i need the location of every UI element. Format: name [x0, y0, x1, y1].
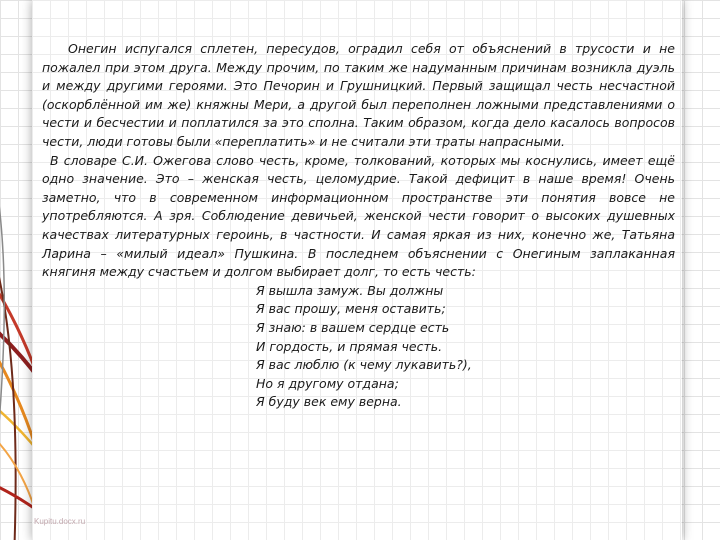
paragraph-ozhegov-dictionary: В словаре С.И. Ожегова слово честь, кроме, толкований, которых мы коснулись, имеет ещё одно значение. Это – женская честь, целомудрие. Такой дефицит в наше время! Очень заметно, что в современном информационном пространстве эти понятия вовсе не употребляются. А зря. Соблюдение девичьей, женской чести говорит о высоких душевных качествах литературных героинь, в частности. И самая яркая из них, конечно же, Татьяна Ларина – «милый идеал» Пушкина. В последнем объяснении с Онегиным заплаканная княгиня между счастьем и долгом выбирает долг, то есть честь: [42, 152, 675, 280]
paragraph-onegin: Онегин испугался сплетен, пересудов, оградил себя от объяснений в трусости и не пожалел при этом друга. Между прочим, по таким же надуманным причинам возникла дуэль и между другими героями. Это Печорин и Грушницкий. Первый защищал честь несчастной (оскорблённой им же) княжны Мери, а другой был переполнен ложными представлениями о чести и бесчестии и поплатился за это сполна. Таким образом, когда дело касалось вопросов чести, люди готовы были «переплатить» и не считали эти траты напрасными. [42, 41, 675, 149]
poem-line: Я знаю: в вашем сердце есть [256, 319, 450, 335]
poem-quote [256, 282, 675, 412]
poem-line: И гордость, и прямая честь. [256, 338, 443, 354]
document-text [42, 40, 675, 412]
poem-line: Я вас прошу, меня оставить; [256, 301, 446, 317]
poem-line: Я буду век ему верна. [256, 394, 402, 410]
watermark: Kupitu.docx.ru [34, 517, 86, 526]
poem-line: Но я другому отдана; [256, 375, 399, 391]
poem-line: Я вас люблю (к чему лукавить?), [256, 357, 472, 373]
poem-line: Я вышла замуж. Вы должны [256, 282, 444, 298]
document-page [32, 0, 682, 540]
